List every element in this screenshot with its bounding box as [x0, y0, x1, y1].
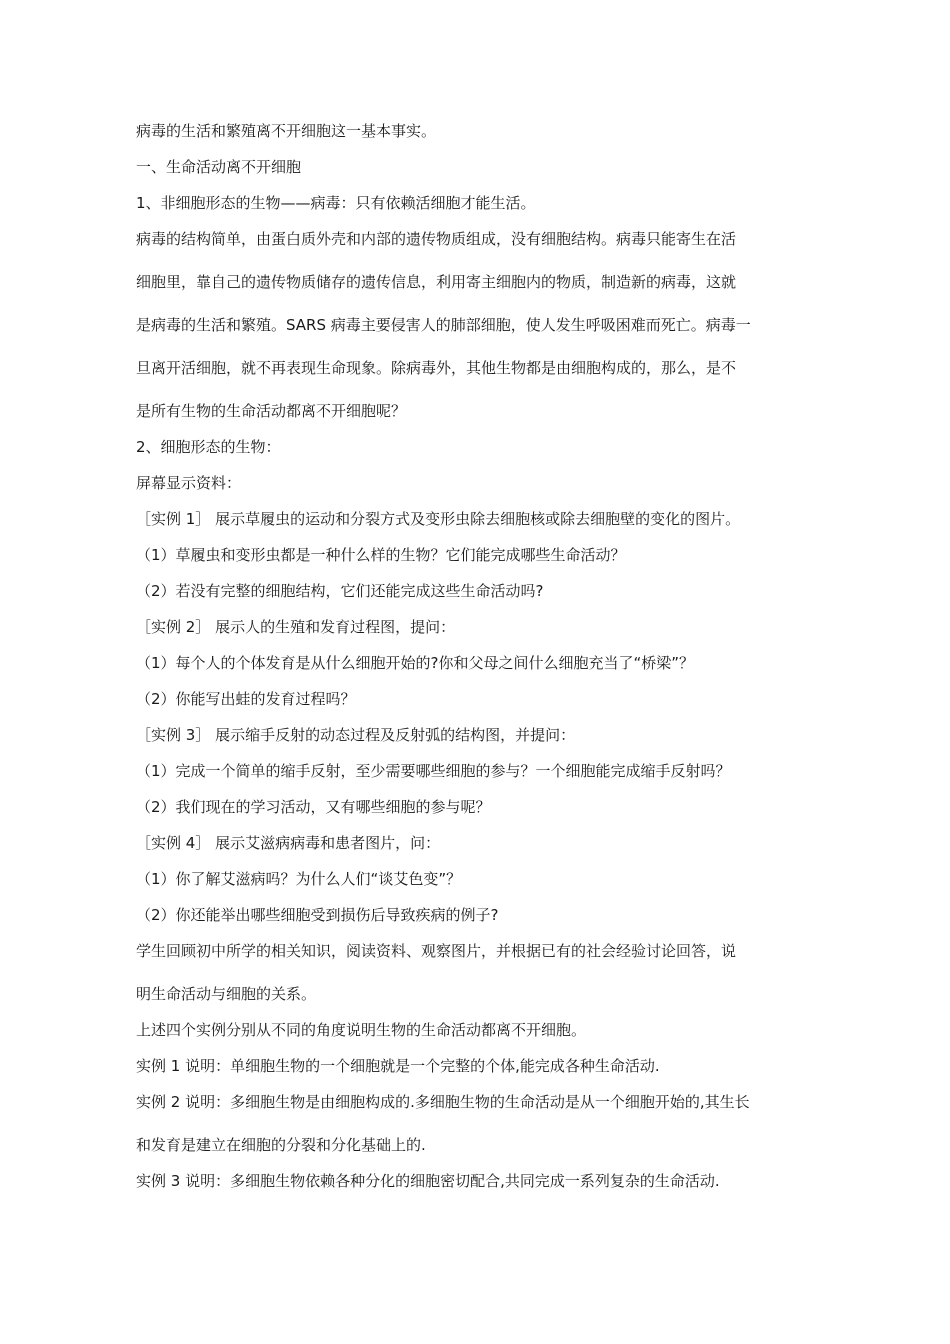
example-4-question-1: （1）你了解艾滋病吗？为什么人们“谈艾色变”？: [136, 870, 462, 888]
student-paragraph: [136, 940, 816, 1005]
screen-display-label: 屏幕显示资料：: [136, 474, 242, 492]
virus-line-5: 是所有生物的生命活动都离不开细胞呢？: [136, 402, 407, 420]
subheading-virus: 1、非细胞形态的生物——病毒：只有依赖活细胞才能生活。: [136, 194, 536, 212]
virus-line-2: 细胞里，靠自己的遗传物质储存的遗传信息，利用寄主细胞内的物质，制造新的病毒，这就: [136, 273, 737, 291]
virus-line-4: 旦离开活细胞，就不再表现生命现象。除病毒外，其他生物都是由细胞构成的，那么，是不: [136, 359, 737, 377]
example-3-question-2: （2）我们现在的学习活动，又有哪些细胞的参与呢？: [136, 798, 491, 816]
example-1-question-2: （2）若没有完整的细胞结构，它们还能完成这些生命活动吗?: [136, 582, 544, 600]
example-3-heading: ［实例 3］ 展示缩手反射的动态过程及反射弧的结构图，并提问：: [136, 726, 576, 744]
example-2-explanation-line-2: 和发育是建立在细胞的分裂和分化基础上的.: [136, 1136, 426, 1154]
example-4-question-2: （2）你还能举出哪些细胞受到损伤后导致疾病的例子?: [136, 906, 499, 924]
virus-paragraph: [136, 228, 816, 422]
virus-line-1: 病毒的结构简单，由蛋白质外壳和内部的遗传物质组成，没有细胞结构。病毒只能寄生在活: [136, 230, 737, 248]
example-2-heading: ［实例 2］ 展示人的生殖和发育过程图，提问：: [136, 618, 456, 636]
example-3-explanation: 实例 3 说明：多细胞生物依赖各种分化的细胞密切配合,共同完成一系列复杂的生命活动.: [136, 1172, 720, 1190]
student-line-2: 明生命活动与细胞的关系。: [136, 985, 317, 1003]
example-2-explanation: [136, 1091, 816, 1156]
example-2-question-2: （2）你能写出蛙的发育过程吗？: [136, 690, 356, 708]
intro-line: 病毒的生活和繁殖离不开细胞这一基本事实。: [136, 122, 437, 140]
section-heading-1: 一、生命活动离不开细胞: [136, 158, 302, 176]
subheading-cellular: 2、细胞形态的生物：: [136, 438, 281, 456]
example-1-heading: ［实例 1］ 展示草履虫的运动和分裂方式及变形虫除去细胞核或除去细胞壁的变化的图片。: [136, 510, 741, 528]
example-4-heading: ［实例 4］ 展示艾滋病病毒和患者图片，问：: [136, 834, 441, 852]
example-1-explanation: 实例 1 说明：单细胞生物的一个细胞就是一个完整的个体,能完成各种生命活动.: [136, 1057, 660, 1075]
example-2-explanation-line-1: 实例 2 说明：多细胞生物是由细胞构成的.多细胞生物的生命活动是从一个细胞开始的,其生长: [136, 1093, 750, 1111]
summary-line: 上述四个实例分别从不同的角度说明生物的生命活动都离不开细胞。: [136, 1021, 587, 1039]
virus-line-3: 是病毒的生活和繁殖。SARS 病毒主要侵害人的肺部细胞，使人发生呼吸困难而死亡。病毒一: [136, 316, 751, 334]
example-1-question-1: （1）草履虫和变形虫都是一种什么样的生物？它们能完成哪些生命活动？: [136, 546, 626, 564]
example-3-question-1: （1）完成一个简单的缩手反射，至少需要哪些细胞的参与？一个细胞能完成缩手反射吗？: [136, 762, 731, 780]
example-2-question-1: （1）每个人的个体发育是从什么细胞开始的?你和父母之间什么细胞充当了“桥梁”？: [136, 654, 695, 672]
student-line-1: 学生回顾初中所学的相关知识，阅读资料、观察图片，并根据已有的社会经验讨论回答，说: [136, 942, 737, 960]
document-page: [136, 120, 816, 1192]
